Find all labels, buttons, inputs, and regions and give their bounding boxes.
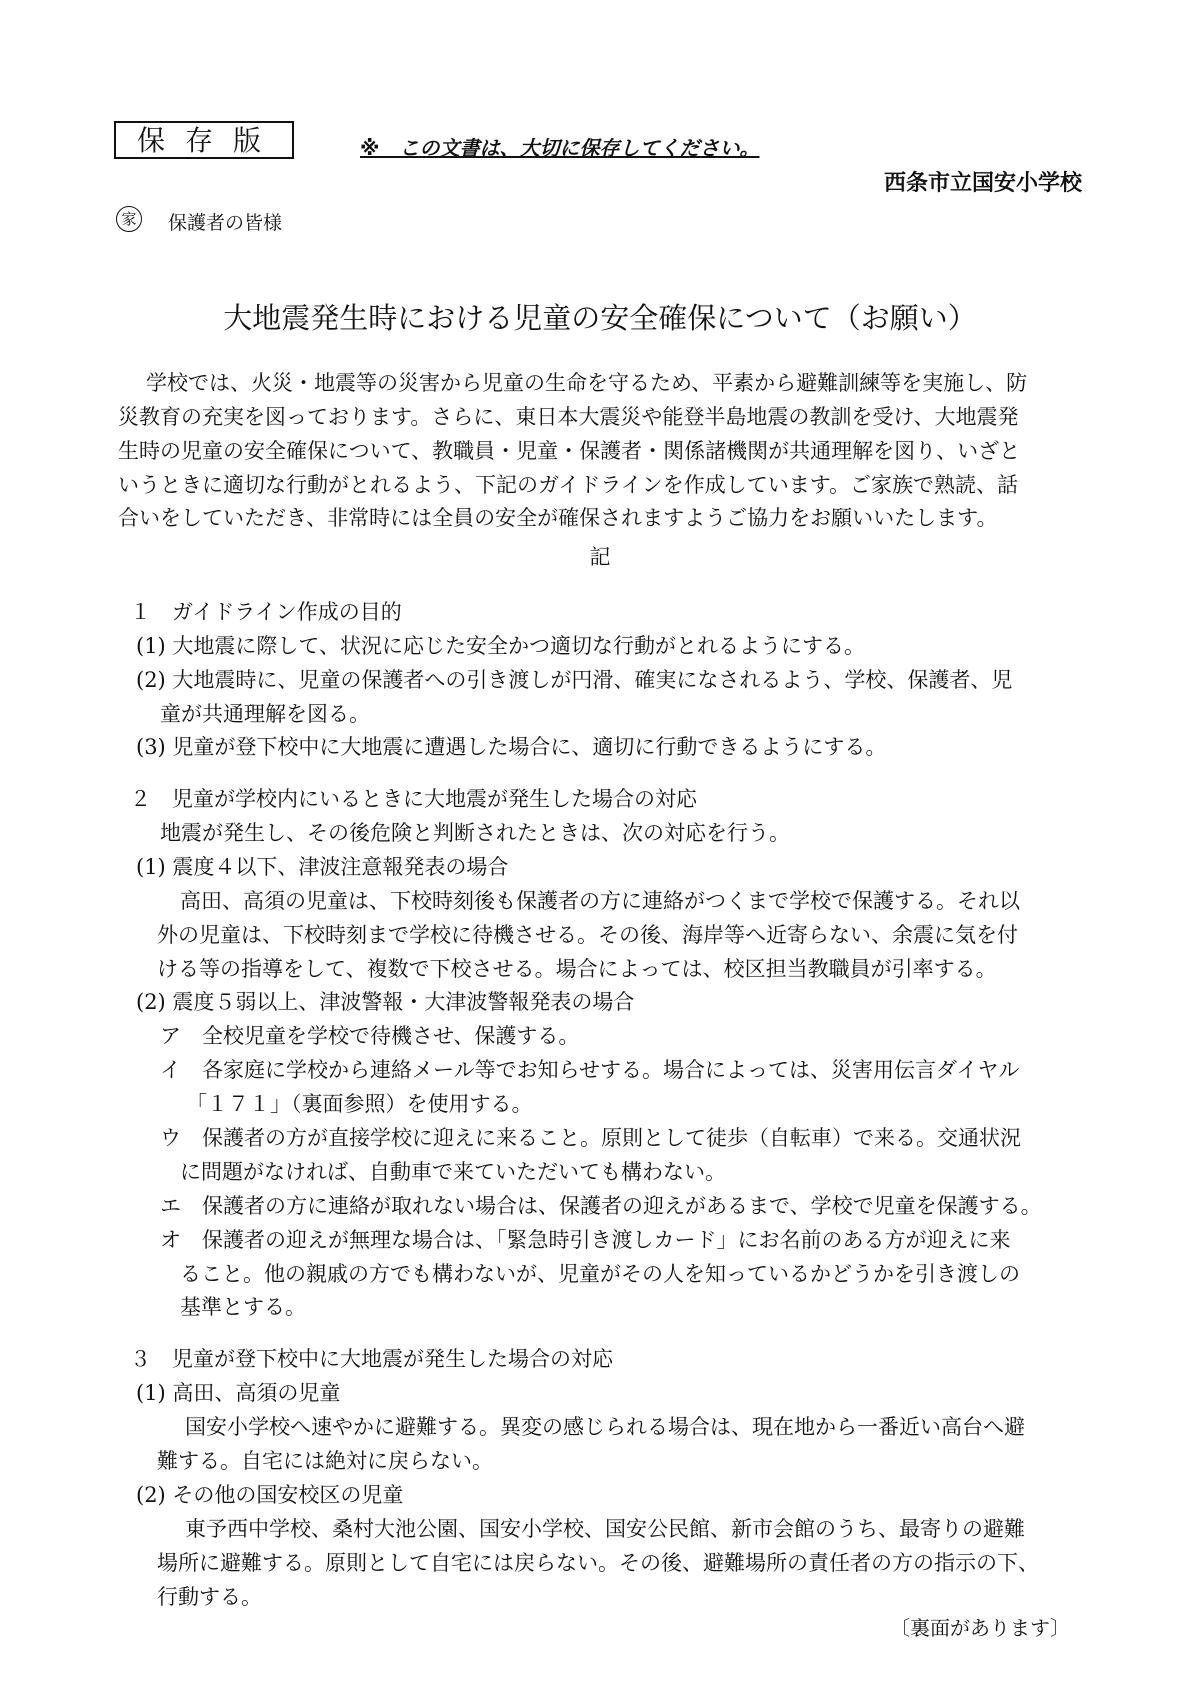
family-mark-icon: 家 xyxy=(116,206,142,232)
list-item: 行動する。 xyxy=(157,1585,262,1609)
list-item: 国安小学校へ速やかに避難する。異変の感じられる場合は、現在地から一番近い高台へ避 xyxy=(185,1415,1025,1439)
list-item: 「１７１」（裏面参照）を使用する。 xyxy=(186,1092,533,1116)
list-item: ア 全校児童を学校で待機させ、保護する。 xyxy=(160,1024,580,1048)
subsection-heading: (1) 高田、高須の児童 xyxy=(136,1381,341,1405)
list-item: ること。他の親戚の方でも構わないが、児童がその人を知っているかどうかを引き渡しの xyxy=(180,1262,1020,1286)
page-title: 大地震発生時における児童の安全確保について（お願い） xyxy=(223,301,977,335)
intro-line: 生時の児童の安全確保について、教職員・児童・保護者・関係諸機関が共通理解を図り、いざと xyxy=(118,439,1021,463)
subsection-heading: (1) 震度４以下、津波注意報発表の場合 xyxy=(136,855,509,879)
list-item: 童が共通理解を図る。 xyxy=(160,702,370,726)
list-item: ウ 保護者の方が直接学校に迎えに来ること。原則として徒歩（自転車）で来る。交通状況 xyxy=(160,1126,1021,1150)
intro-line: 災教育の充実を図っております。さらに、東日本大震災や能登半島地震の教訓を受け、大地震発 xyxy=(118,405,1019,429)
intro-line: 学校では、火災・地震等の災害から児童の生命を守るため、平素から避難訓練等を実施し、防 xyxy=(125,371,1028,395)
addressee: 保護者の皆様 xyxy=(168,212,283,234)
list-item: イ 各家庭に学校から連絡メール等でお知らせする。場合によっては、災害用伝言ダイヤル xyxy=(160,1058,1020,1082)
list-item: オ 保護者の迎えが無理な場合は、「緊急時引き渡しカード」にお名前のある方が迎えに来 xyxy=(160,1228,1011,1252)
section-lead: 地震が発生し、その後危険と判断されたときは、次の対応を行う。 xyxy=(160,821,790,845)
school-name: 西条市立国安小学校 xyxy=(883,171,1082,196)
subsection-heading: (2) 震度５弱以上、津波警報・大津波警報発表の場合 xyxy=(136,990,635,1014)
intro-line: 合いをしていただき、非常時には全員の安全が確保されますようご協力をお願いいたします。 xyxy=(118,506,998,530)
list-item: (3) 児童が登下校中に大地震に遭遇した場合に、適切に行動できるようにする。 xyxy=(136,735,887,759)
reverse-side-note: 〔裏面があります〕 xyxy=(890,1616,1070,1640)
subsection-heading: (2) その他の国安校区の児童 xyxy=(136,1483,404,1507)
section-heading: ３ 児童が登下校中に大地震が発生した場合の対応 xyxy=(130,1347,613,1371)
ki-mark: 記 xyxy=(589,545,611,569)
list-item: (2) 大地震時に、児童の保護者への引き渡しが円滑、確実になされるよう、学校、保護者、児 xyxy=(136,668,1013,692)
list-item: 外の児童は、下校時刻まで学校に待機させる。その後、海岸等へ近寄らない、余震に気を付 xyxy=(157,923,1018,947)
preserve-notice: ※ この文書は、大切に保存してください。 xyxy=(360,136,760,160)
list-item: ける等の指導をして、複数で下校させる。場合によっては、校区担当教職員が引率する。 xyxy=(157,957,997,981)
list-item: 場所に避難する。原則として自宅には戻らない。その後、避難場所の責任者の方の指示の下、 xyxy=(157,1551,1039,1575)
list-item: 高田、高須の児童は、下校時刻後も保護者の方に連絡がつくまで学校で保護する。それ以 xyxy=(180,889,1020,913)
list-item: 東予西中学校、桑村大池公園、国安小学校、国安公民館、新市会館のうち、最寄りの避難 xyxy=(185,1517,1025,1541)
list-item: エ 保護者の方に連絡が取れない場合は、保護者の迎えがあるまで、学校で児童を保護する。 xyxy=(160,1194,1042,1218)
list-item: 難する。自宅には絶対に戻らない。 xyxy=(157,1449,493,1473)
section-heading: ２ 児童が学校内にいるときに大地震が発生した場合の対応 xyxy=(130,787,697,811)
list-item: 基準とする。 xyxy=(180,1295,306,1319)
list-item: (1) 大地震に際して、状況に応じた安全かつ適切な行動がとれるようにする。 xyxy=(136,634,865,658)
list-item: に問題がなければ、自動車で来ていただいても構わない。 xyxy=(180,1160,726,1184)
preserve-stamp: 保存版 xyxy=(114,121,294,159)
section-heading: １ ガイドライン作成の目的 xyxy=(130,600,402,624)
intro-line: いうときに適切な行動がとれるよう、下記のガイドラインを作成しています。ご家族で熟読、話 xyxy=(118,473,1019,497)
